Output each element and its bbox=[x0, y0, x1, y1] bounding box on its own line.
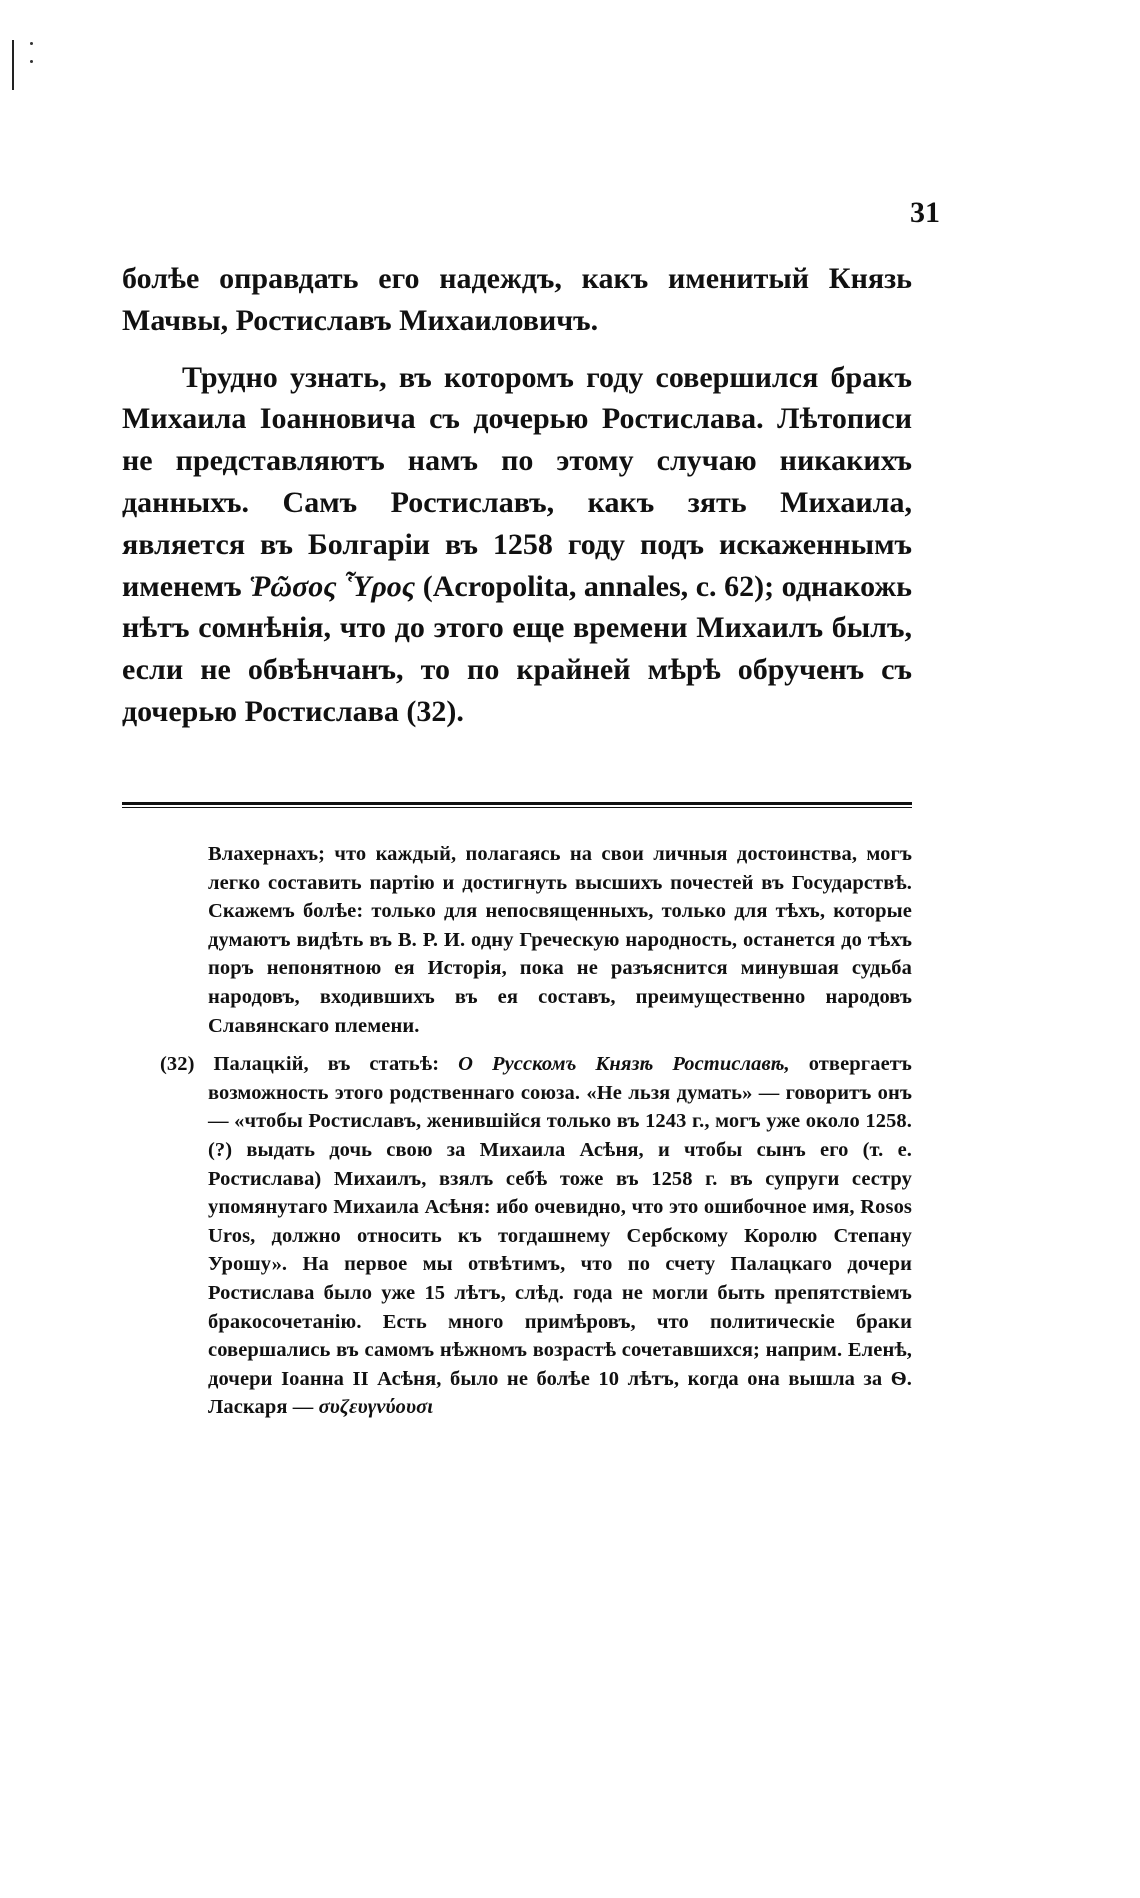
paragraph-text: (Acropolita, annales, c. 62); однакожь нѣтъ сомнѣнія, что до этого еще времени Михаилъ былъ, если не обвѣнчанъ, то по крайней мѣрѣ обрученъ съ дочерью Ростислава (32). bbox=[122, 569, 913, 728]
footnote-article-title: О Русскомъ Князѣ Ростиславѣ, bbox=[458, 1053, 790, 1076]
margin-bar bbox=[12, 40, 14, 90]
margin-dot bbox=[30, 60, 33, 63]
paragraph-text: Трудно узнать, въ которомъ году совершился бракъ Михаила Іоанновича съ дочерью Ростислава. Лѣтописи не представляютъ намъ по этому случаю никакихъ данныхъ. Самъ Ростиславъ, какъ зять Михаила, является въ Болгаріи въ 1258 году подъ искаженнымъ именемъ bbox=[122, 360, 912, 603]
footnote-label: (32) bbox=[160, 1053, 195, 1076]
main-text bbox=[122, 258, 912, 733]
footnote-greek: συζευγνύουσι bbox=[318, 1396, 434, 1419]
paragraph bbox=[122, 357, 912, 733]
footnote-text: Палацкій, въ статьѣ: bbox=[194, 1053, 459, 1076]
page-number: 31 bbox=[910, 196, 940, 229]
footnote-continuation: Влахернахъ; что каждый, полагаясь на свои личныя достоинства, могъ легко составить партію и достигнуть высшихъ почестей въ Государствѣ. Скажемъ болѣе: только для непосвященныхъ, только для тѣхъ, которые думаютъ видѣть въ В. Р. И. одну Греческую народность, останется до тѣхъ поръ непонятною ея Исторія, пока не разъяснится минувшая судьба народовъ, входившихъ въ ея составъ, преимущественно народовъ Славянскаго племени. bbox=[208, 843, 912, 1037]
margin-dot bbox=[30, 42, 33, 45]
greek-name: Ῥῶσος Ὗρος bbox=[249, 569, 416, 603]
paragraph-continued: болѣе оправдать его надеждъ, какъ именитый Князь Мачвы, Ростиславъ Михаиловичъ. bbox=[122, 262, 912, 337]
footnote-32 bbox=[160, 1050, 912, 1422]
margin-scan-marks bbox=[10, 40, 34, 100]
footnotes bbox=[160, 840, 912, 1422]
footnote-text: отвергаетъ возможность этого родственнаго союза. «Не льзя думать» — говоритъ онъ — «чтобы Ростиславъ, женившійся только въ 1243 г., могъ уже около 1258. (?) выдать дочь свою за Михаила Асѣня, и чтобы сынъ его (т. е. Ростислава) Михаилъ, взялъ себѣ тоже въ 1258 г. въ супруги сестру упомянутаго Михаила Асѣня: ибо очевидно, что это ошибочное имя, Rosos Uros, должно относить къ тогдашнему Сербскому Королю Степану Урошу». На первое мы отвѣтимъ, что по счету Палацкаго дочери Ростислава было уже 15 лѣтъ, слѣд. года не могли быть препятствіемъ бракосочетанію. Есть много примѣровъ, что политическіе браки совершались въ самомъ нѣжномъ возрастѣ сочетавшихся; наприм. Еленѣ, дочери Іоанна II Асѣня, было не болѣе 10 лѣтъ, когда она вышла за Ѳ. Ласкаря — bbox=[208, 1053, 912, 1419]
footnote-divider bbox=[122, 802, 912, 808]
